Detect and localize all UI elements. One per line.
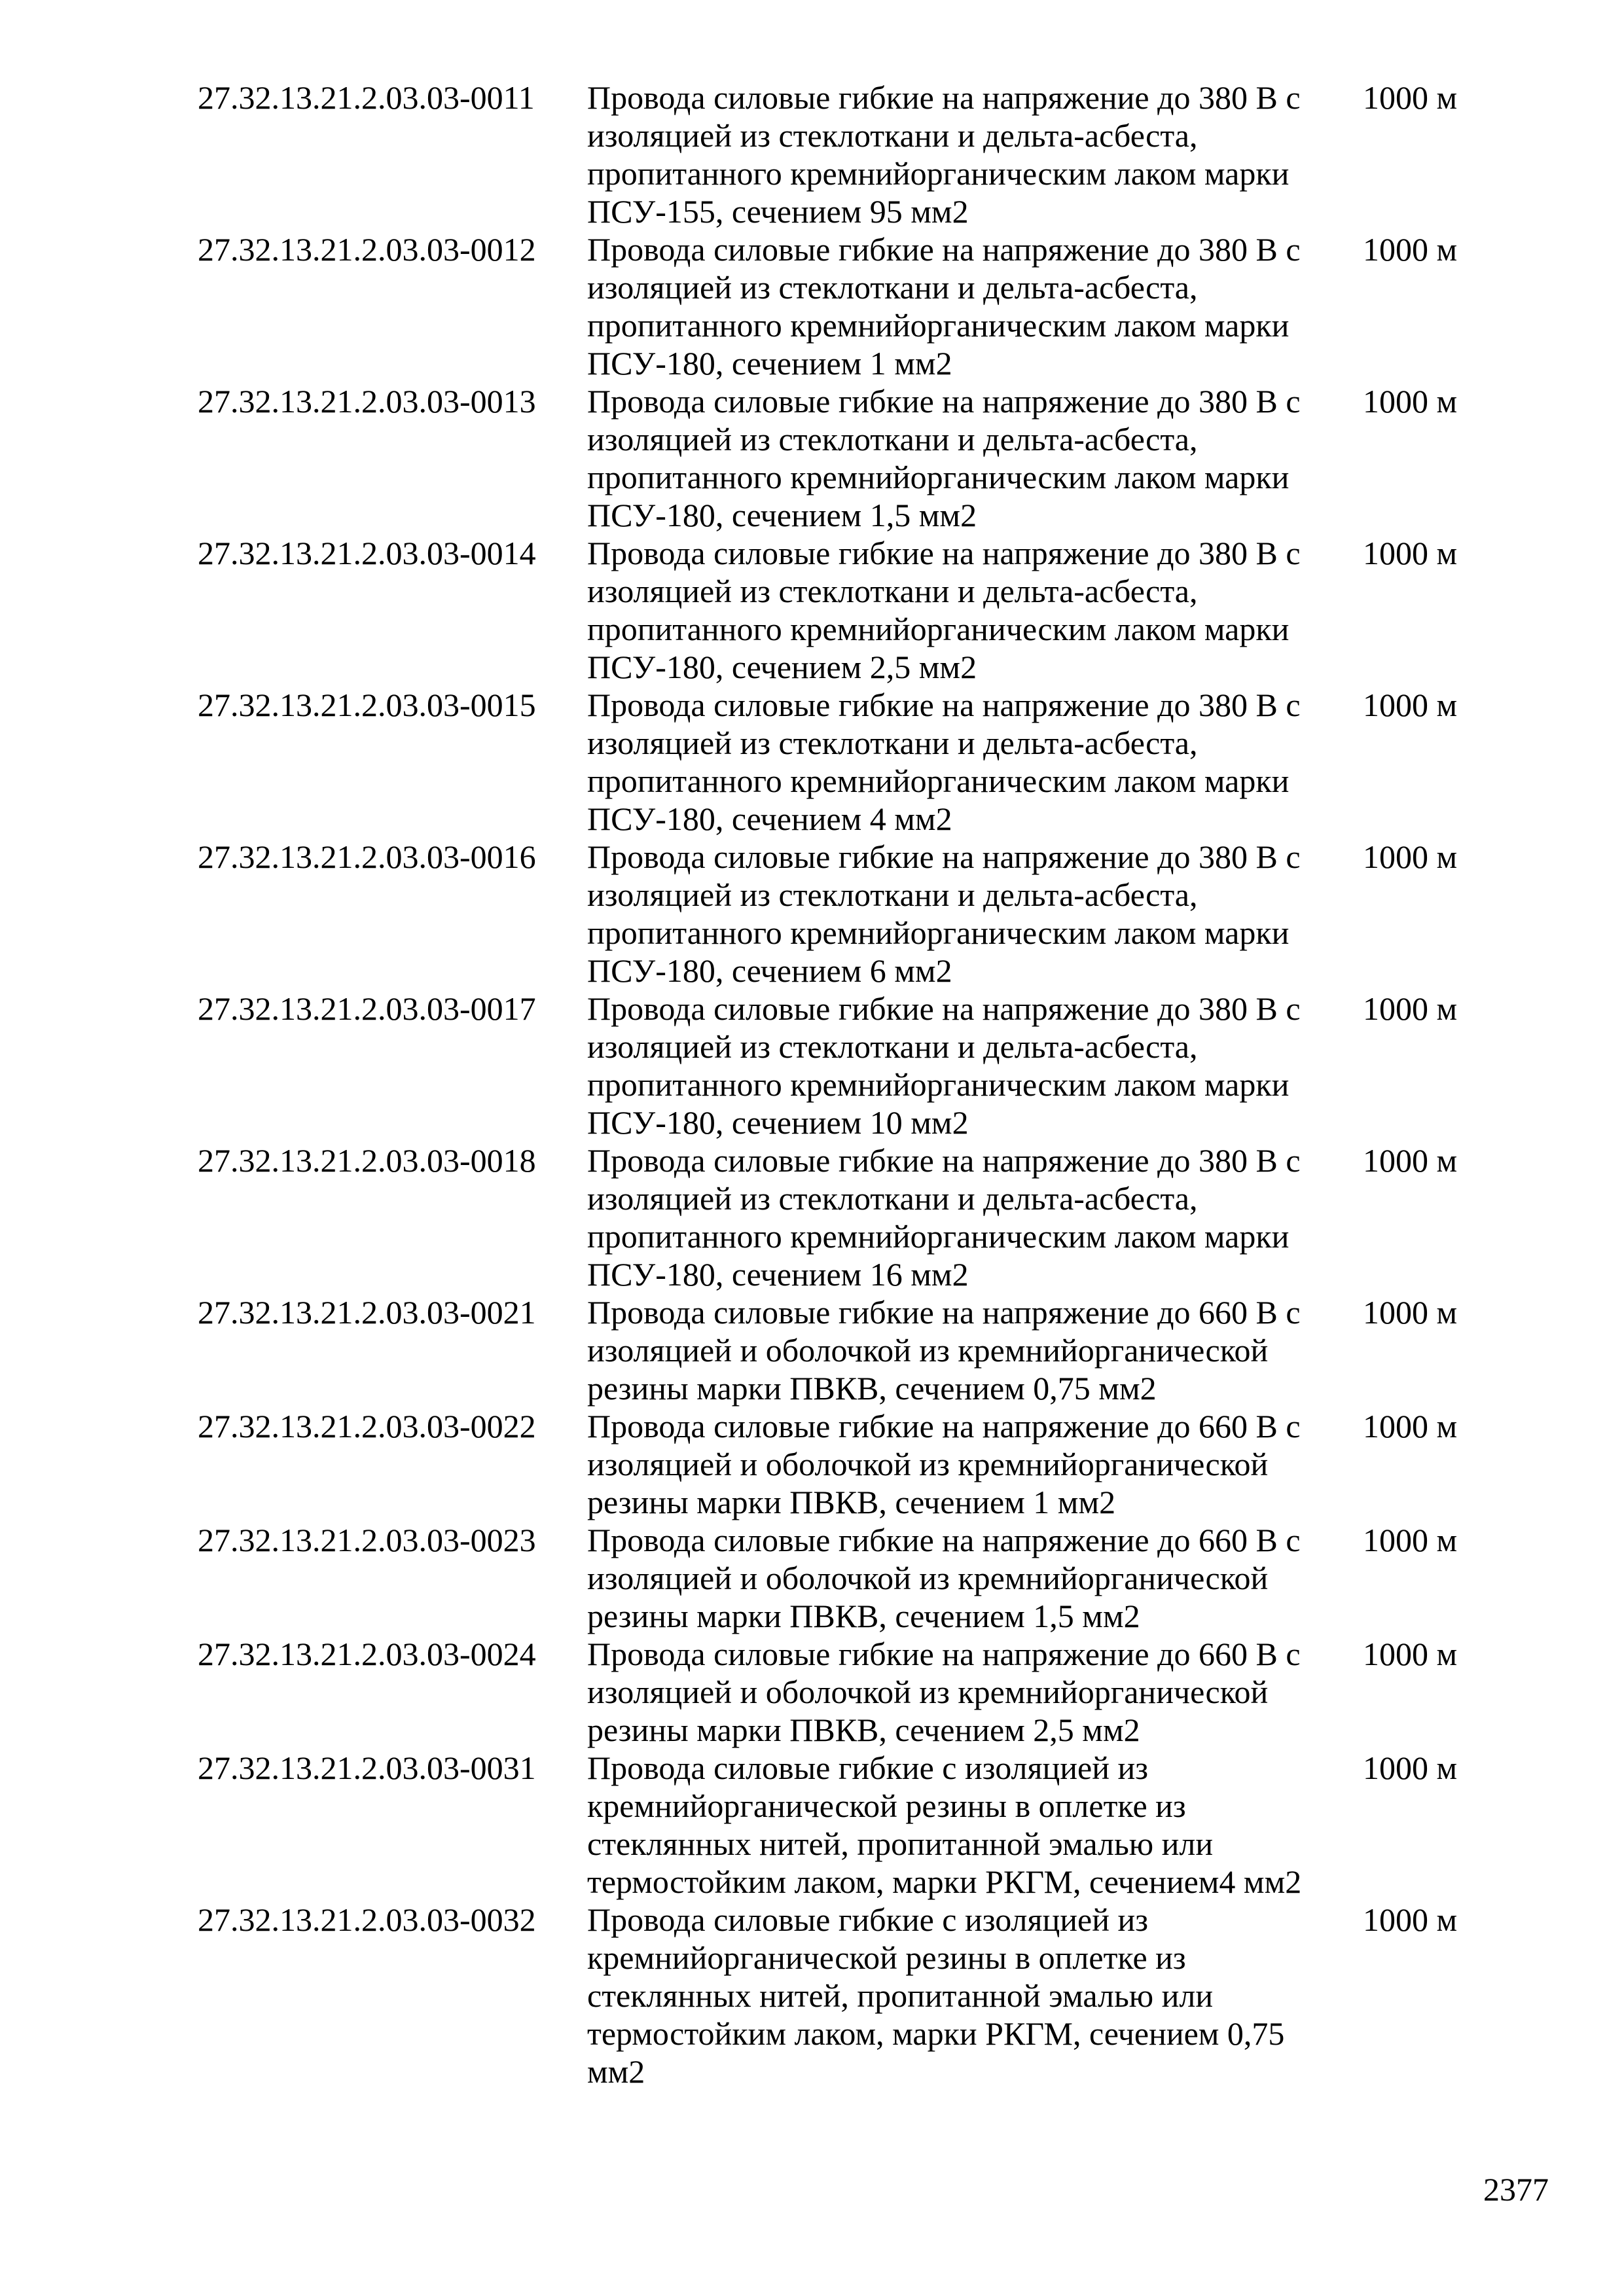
unit-of-measure: 1000 м [1363, 1636, 1458, 1672]
resource-code: 27.32.13.21.2.03.03-0012 [198, 231, 536, 268]
resource-code: 27.32.13.21.2.03.03-0021 [198, 1294, 536, 1331]
description-line: изоляцией из стеклоткани и дельта-асбеста, [587, 725, 1198, 761]
description-line: Провода силовые гибкие с изоляцией из [587, 1749, 1148, 1786]
description-line: кремнийорганической резины в оплетке из [587, 1939, 1186, 1976]
resource-description [587, 1521, 1327, 1635]
description-line: резины марки ПВКВ, сечением 0,75 мм2 [587, 1370, 1157, 1407]
list-item [0, 1749, 1624, 1901]
description-line: ПСУ-180, сечением 1,5 мм2 [587, 497, 977, 533]
list-item [0, 990, 1624, 1141]
description-line: пропитанного кремнийорганическим лаком марки [587, 459, 1290, 495]
description-line: Провода силовые гибкие на напряжение до 380 В с [587, 990, 1301, 1027]
description-line: Провода силовые гибкие на напряжение до 380 В с [587, 687, 1301, 723]
description-line: Провода силовые гибкие с изоляцией из [587, 1901, 1148, 1938]
unit-of-measure: 1000 м [1363, 990, 1458, 1027]
description-line: Провода силовые гибкие на напряжение до 660 В с [587, 1522, 1301, 1558]
description-line: изоляцией и оболочкой из кремнийорганической [587, 1560, 1269, 1596]
description-line: ПСУ-180, сечением 6 мм2 [587, 952, 952, 989]
description-line: изоляцией из стеклоткани и дельта-асбеста, [587, 573, 1198, 609]
resource-code: 27.32.13.21.2.03.03-0016 [198, 838, 536, 875]
resource-code: 27.32.13.21.2.03.03-0023 [198, 1522, 536, 1558]
description-line: пропитанного кремнийорганическим лаком марки [587, 611, 1290, 647]
description-line: пропитанного кремнийорганическим лаком марки [587, 1218, 1290, 1255]
list-item [0, 686, 1624, 838]
list-item [0, 1293, 1624, 1407]
description-line: изоляцией и оболочкой из кремнийорганической [587, 1674, 1269, 1710]
unit-of-measure: 1000 м [1363, 1294, 1458, 1331]
list-item [0, 382, 1624, 534]
description-line: Провода силовые гибкие на напряжение до 380 В с [587, 79, 1301, 116]
resource-code: 27.32.13.21.2.03.03-0015 [198, 687, 536, 723]
description-line: резины марки ПВКВ, сечением 1,5 мм2 [587, 1598, 1140, 1634]
description-line: пропитанного кремнийорганическим лаком марки [587, 155, 1290, 192]
resource-description [587, 990, 1327, 1141]
resource-code: 27.32.13.21.2.03.03-0024 [198, 1636, 536, 1672]
description-line: ПСУ-180, сечением 16 мм2 [587, 1256, 969, 1293]
description-line: изоляцией из стеклоткани и дельта-асбеста, [587, 421, 1198, 457]
resource-code: 27.32.13.21.2.03.03-0018 [198, 1142, 536, 1179]
resource-code: 27.32.13.21.2.03.03-0017 [198, 990, 536, 1027]
resource-code: 27.32.13.21.2.03.03-0031 [198, 1749, 536, 1786]
resource-description [587, 686, 1327, 838]
resource-list [0, 79, 1624, 2090]
resource-code: 27.32.13.21.2.03.03-0011 [198, 79, 535, 116]
description-line: пропитанного кремнийорганическим лаком марки [587, 762, 1290, 799]
resource-description [587, 1293, 1327, 1407]
resource-code: 27.32.13.21.2.03.03-0013 [198, 383, 536, 420]
resource-description [587, 1635, 1327, 1749]
list-item [0, 838, 1624, 990]
description-line: пропитанного кремнийорганическим лаком марки [587, 1066, 1290, 1103]
description-line: термостойким лаком, марки РКГМ, сечением4 мм2 [587, 1863, 1302, 1900]
unit-of-measure: 1000 м [1363, 231, 1458, 268]
resource-description [587, 1407, 1327, 1521]
description-line: мм2 [587, 2053, 645, 2090]
unit-of-measure: 1000 м [1363, 383, 1458, 420]
description-line: изоляцией из стеклоткани и дельта-асбеста, [587, 1180, 1198, 1217]
unit-of-measure: 1000 м [1363, 687, 1458, 723]
description-line: термостойким лаком, марки РКГМ, сечением 0,75 [587, 2015, 1285, 2052]
description-line: Провода силовые гибкие на напряжение до 380 В с [587, 383, 1301, 420]
description-line: Провода силовые гибкие на напряжение до 660 В с [587, 1408, 1301, 1444]
description-line: ПСУ-180, сечением 10 мм2 [587, 1104, 969, 1141]
description-line: кремнийорганической резины в оплетке из [587, 1787, 1186, 1824]
description-line: Провода силовые гибкие на напряжение до 380 В с [587, 231, 1301, 268]
description-line: резины марки ПВКВ, сечением 2,5 мм2 [587, 1712, 1140, 1748]
unit-of-measure: 1000 м [1363, 838, 1458, 875]
list-item [0, 1521, 1624, 1635]
unit-of-measure: 1000 м [1363, 1901, 1458, 1938]
unit-of-measure: 1000 м [1363, 1142, 1458, 1179]
description-line: пропитанного кремнийорганическим лаком марки [587, 914, 1290, 951]
description-line: стеклянных нитей, пропитанной эмалью или [587, 1825, 1214, 1862]
resource-code: 27.32.13.21.2.03.03-0022 [198, 1408, 536, 1444]
description-line: изоляцией из стеклоткани и дельта-асбеста, [587, 876, 1198, 913]
resource-description [587, 1141, 1327, 1293]
list-item [0, 534, 1624, 686]
description-line: изоляцией из стеклоткани и дельта-асбеста, [587, 117, 1198, 154]
description-line: Провода силовые гибкие на напряжение до 380 В с [587, 1142, 1301, 1179]
list-item [0, 79, 1624, 230]
list-item [0, 1407, 1624, 1521]
list-item [0, 1901, 1624, 2090]
resource-description [587, 382, 1327, 534]
unit-of-measure: 1000 м [1363, 1522, 1458, 1558]
description-line: резины марки ПВКВ, сечением 1 мм2 [587, 1484, 1116, 1520]
description-line: стеклянных нитей, пропитанной эмалью или [587, 1977, 1214, 2014]
description-line: ПСУ-180, сечением 2,5 мм2 [587, 649, 977, 685]
list-item [0, 230, 1624, 382]
description-line: ПСУ-155, сечением 95 мм2 [587, 193, 969, 230]
resource-description [587, 79, 1327, 230]
resource-description [587, 230, 1327, 382]
description-line: изоляцией из стеклоткани и дельта-асбеста, [587, 269, 1198, 306]
resource-description [587, 1749, 1327, 1901]
description-line: изоляцией и оболочкой из кремнийорганической [587, 1446, 1269, 1482]
list-item [0, 1141, 1624, 1293]
resource-description [587, 534, 1327, 686]
resource-description [587, 1901, 1327, 2090]
description-line: Провода силовые гибкие на напряжение до 380 В с [587, 838, 1301, 875]
description-line: ПСУ-180, сечением 4 мм2 [587, 800, 952, 837]
resource-description [587, 838, 1327, 990]
resource-code: 27.32.13.21.2.03.03-0032 [198, 1901, 536, 1938]
description-line: Провода силовые гибкие на напряжение до 660 В с [587, 1636, 1301, 1672]
description-line: ПСУ-180, сечением 1 мм2 [587, 345, 952, 382]
unit-of-measure: 1000 м [1363, 1749, 1458, 1786]
resource-code: 27.32.13.21.2.03.03-0014 [198, 535, 536, 571]
description-line: Провода силовые гибкие на напряжение до 660 В с [587, 1294, 1301, 1331]
description-line: изоляцией и оболочкой из кремнийорганической [587, 1332, 1269, 1369]
description-line: изоляцией из стеклоткани и дельта-асбеста, [587, 1028, 1198, 1065]
list-item [0, 1635, 1624, 1749]
unit-of-measure: 1000 м [1363, 535, 1458, 571]
unit-of-measure: 1000 м [1363, 79, 1458, 116]
page-number: 2377 [1483, 2171, 1549, 2208]
description-line: Провода силовые гибкие на напряжение до 380 В с [587, 535, 1301, 571]
description-line: пропитанного кремнийорганическим лаком марки [587, 307, 1290, 344]
unit-of-measure: 1000 м [1363, 1408, 1458, 1444]
